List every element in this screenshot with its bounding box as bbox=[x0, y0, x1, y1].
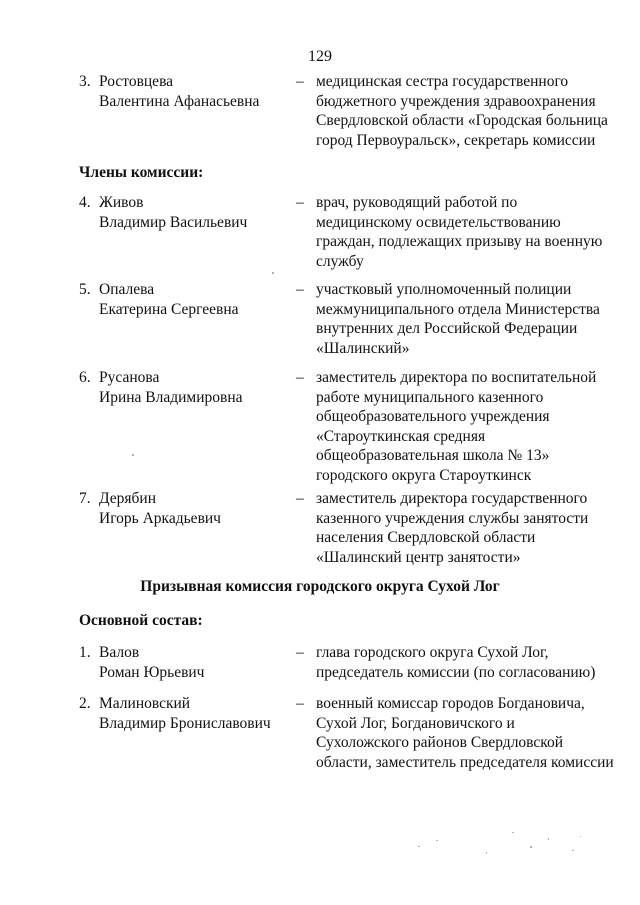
dash-separator: – bbox=[296, 73, 304, 90]
entry-role bbox=[316, 72, 606, 150]
surname: Малиновский bbox=[99, 695, 191, 712]
page-number: 129 bbox=[308, 48, 332, 65]
dash-separator: – bbox=[296, 695, 304, 712]
role-line: военный комиссар городов Богдановича, bbox=[316, 695, 585, 712]
surname: Ростовцева bbox=[99, 73, 174, 90]
role-line: участковый уполномоченный полиции bbox=[316, 281, 572, 298]
surname: Валов bbox=[99, 644, 140, 661]
role-line: Свердловской области «Городская больница bbox=[316, 112, 608, 130]
entry-number: 6. bbox=[79, 369, 91, 386]
role-line: общеобразовательная школа № 13» bbox=[316, 447, 550, 465]
entry-role bbox=[316, 280, 606, 358]
entry-role bbox=[316, 489, 606, 567]
role-line: председатель комиссии (по согласованию) bbox=[316, 663, 596, 681]
entry-name bbox=[99, 368, 243, 407]
scan-speck bbox=[486, 852, 487, 854]
role-line: «Староуткинская средняя bbox=[316, 427, 486, 445]
main-composition-heading: Основной состав: bbox=[79, 612, 203, 629]
given-names: Роман Юрьевич bbox=[99, 663, 205, 681]
entry-number: 2. bbox=[79, 695, 91, 712]
scan-speck bbox=[512, 832, 514, 833]
role-line: медицинскому освидетельствованию bbox=[316, 213, 561, 231]
role-line: внутренних дел Российской Федерации bbox=[316, 320, 578, 338]
given-names: Владимир Брониславович bbox=[99, 714, 271, 732]
scan-speck bbox=[572, 850, 574, 851]
role-line: области, заместитель председателя комиссии bbox=[316, 753, 614, 771]
dash-separator: – bbox=[296, 369, 304, 386]
scan-speck bbox=[418, 846, 420, 847]
entry-number: 7. bbox=[79, 490, 91, 507]
entry-name bbox=[99, 694, 271, 733]
role-line: заместитель директора государственного bbox=[316, 490, 588, 507]
role-line: населения Свердловской области bbox=[316, 529, 536, 547]
entry-name bbox=[99, 280, 239, 319]
commission-heading: Призывная комиссия городского округа Сухой Лог bbox=[140, 578, 500, 595]
surname: Живов bbox=[99, 194, 144, 211]
role-line: работе муниципального казенного bbox=[316, 388, 544, 406]
role-line: Сухоложского районов Свердловской bbox=[316, 734, 564, 752]
role-line: медицинская сестра государственного bbox=[316, 73, 569, 90]
scan-speck bbox=[580, 836, 581, 837]
scan-speck bbox=[132, 454, 134, 456]
role-line: общеобразовательного учреждения bbox=[316, 408, 550, 426]
entry-role bbox=[316, 694, 614, 772]
entry-number: 1. bbox=[79, 644, 91, 661]
role-line: бюджетного учреждения здравоохранения bbox=[316, 92, 596, 110]
role-line: граждан, подлежащих призыву на военную bbox=[316, 233, 603, 251]
role-line: Сухой Лог, Богдановичского и bbox=[316, 714, 515, 732]
entry-name bbox=[99, 193, 247, 232]
scan-speck bbox=[272, 272, 274, 274]
entry-name bbox=[99, 72, 259, 111]
given-names: Ирина Владимировна bbox=[99, 388, 243, 406]
given-names: Екатерина Сергеевна bbox=[99, 300, 239, 318]
dash-separator: – bbox=[296, 644, 304, 661]
entry-number: 4. bbox=[79, 194, 91, 211]
role-line: службу bbox=[316, 252, 364, 270]
entry-number: 5. bbox=[79, 281, 91, 298]
surname: Опалева bbox=[99, 281, 155, 298]
given-names: Владимир Васильевич bbox=[99, 213, 248, 231]
entry-role bbox=[316, 193, 606, 271]
role-line: «Шалинский» bbox=[316, 339, 410, 357]
role-line: межмуниципального отдела Министерства bbox=[316, 300, 600, 318]
surname: Русанова bbox=[99, 369, 160, 386]
entry-name bbox=[99, 489, 221, 528]
dash-separator: – bbox=[296, 490, 304, 507]
role-line: казенного учреждения службы занятости bbox=[316, 509, 589, 527]
dash-separator: – bbox=[296, 194, 304, 211]
entry-number: 3. bbox=[79, 73, 91, 90]
role-line: врач, руководящий работой по bbox=[316, 194, 518, 211]
role-line: городского округа Староуткинск bbox=[316, 466, 532, 484]
entry-name bbox=[99, 643, 204, 682]
scan-speck bbox=[530, 846, 532, 848]
surname: Дерябин bbox=[99, 490, 156, 507]
given-names: Валентина Афанасьевна bbox=[99, 92, 260, 110]
scan-speck bbox=[548, 838, 549, 840]
members-heading: Члены комиссии: bbox=[79, 164, 204, 181]
role-line: глава городского округа Сухой Лог, bbox=[316, 644, 549, 661]
role-line: заместитель директора по воспитательной bbox=[316, 369, 597, 386]
entry-role bbox=[316, 643, 606, 682]
role-line: город Первоуральск», секретарь комиссии bbox=[316, 131, 596, 149]
scan-speck bbox=[436, 840, 438, 841]
role-line: «Шалинский центр занятости» bbox=[316, 548, 521, 566]
given-names: Игорь Аркадьевич bbox=[99, 509, 221, 527]
entry-role bbox=[316, 368, 606, 486]
dash-separator: – bbox=[296, 281, 304, 298]
